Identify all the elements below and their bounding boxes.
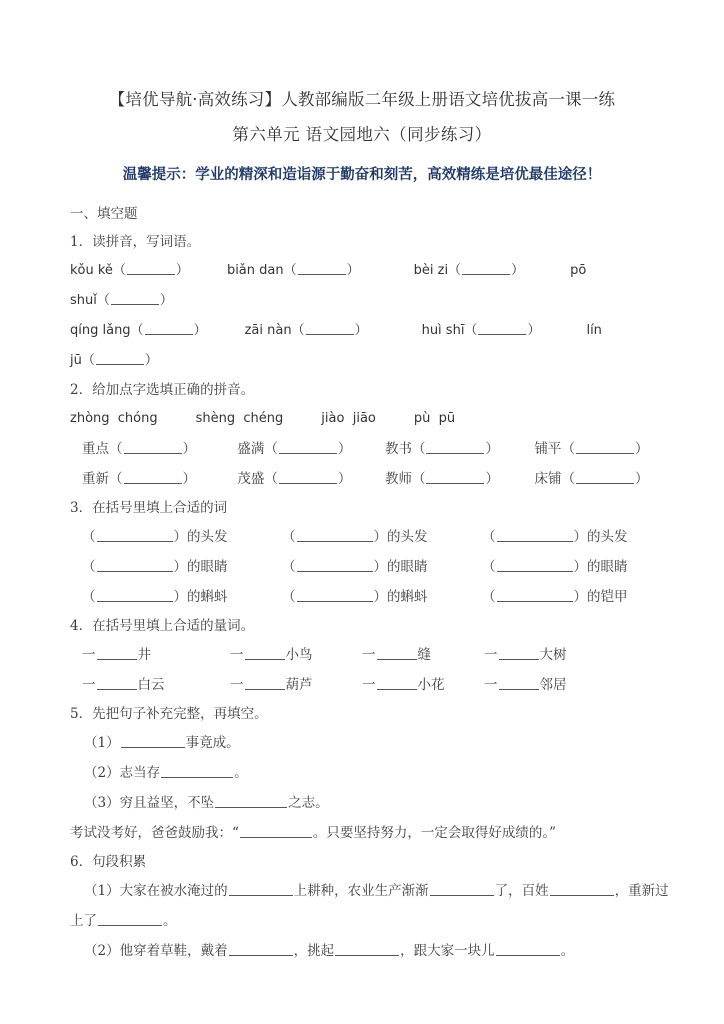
q3-r2-blank-2[interactable] [497, 559, 573, 571]
q1-r1-word-c: bèi zi（ [413, 262, 462, 278]
q2-r2-label-3: 床铺（ [534, 470, 575, 487]
q3-r1-blank-2[interactable] [497, 529, 573, 541]
q3-r1-close-0: ） [173, 528, 187, 545]
q2-choice-5: jiāo [352, 410, 376, 426]
q1-pinyin-row-2 [70, 286, 682, 316]
q2-r1-blank-1[interactable] [279, 441, 337, 453]
question-5-heading: 5．先把句子补充完整，再填空。 [70, 705, 268, 722]
q3-r3-label-2: 的铠甲 [587, 588, 628, 605]
q6-item-2 [70, 936, 682, 966]
q4-r1-label-0: 井 [137, 646, 151, 663]
q5-item-1 [70, 728, 682, 758]
q5-item-2-label: （2） [84, 764, 120, 781]
q2-choice-1: chóng [117, 410, 158, 426]
q1-r1-word-a: kǒu kě（ [70, 262, 126, 278]
q1-r3-word-c: huì shī（ [421, 322, 478, 338]
q2-r2-close-1: ） [337, 470, 352, 487]
q4-r1-label-1: 小鸟 [285, 646, 313, 663]
q5-item-3-blank[interactable] [215, 796, 287, 808]
q5-closing-before: 考试没考好，爸爸鼓励我：“ [70, 824, 239, 841]
q2-choice-6: pù [413, 410, 431, 426]
q4-r1-cell-0 [82, 640, 230, 670]
q5-item-1-label: （1） [84, 734, 120, 751]
question-4-heading: 4．在括号里填上合适的量词。 [70, 617, 255, 634]
q5-item-2-before: 志当存 [119, 764, 161, 781]
q3-r1-open-2: （ [482, 528, 496, 545]
q5-item-3 [70, 788, 682, 818]
q6-item-1-blank-1[interactable] [229, 884, 293, 896]
q5-item-2 [70, 758, 682, 788]
q3-r3-close-0: ） [173, 588, 187, 605]
q2-choice-7: pū [438, 410, 456, 426]
q1-r3-close-a: ） [193, 322, 207, 338]
q1-r1-close-b: ） [346, 262, 360, 278]
q3-r1-close-2: ） [573, 528, 587, 545]
q4-r2-one-1: 一 [230, 676, 244, 693]
q2-r2-label-2: 教师（ [384, 470, 426, 487]
q2-r1-label-0: 重点（ [82, 440, 123, 457]
q1-r1-word-b: biǎn dan（ [226, 262, 297, 278]
q3-r1-open-0: （ [82, 528, 96, 545]
q3-r2-close-1: ） [373, 558, 387, 575]
q2-r1-blank-2[interactable] [426, 441, 484, 453]
q4-r2-one-2: 一 [362, 676, 376, 693]
q6-item-2-p3: ，跟大家一块儿 [400, 942, 495, 959]
q4-r2-one-0: 一 [82, 676, 96, 693]
q3-r1-label-2: 的头发 [587, 528, 628, 545]
q1-r3-blank-a[interactable] [145, 322, 193, 334]
q6-item-2-p1: 他穿着草鞋，戴着 [119, 942, 228, 959]
q3-r2-label-0: 的眼睛 [187, 558, 228, 575]
q6-item-1-continued [70, 906, 682, 936]
q6-item-1-blank-3[interactable] [550, 884, 614, 896]
question-6-heading: 6．句段积累 [70, 853, 147, 870]
q3-r1-cell-0 [82, 522, 282, 552]
title-block [0, 0, 724, 184]
q3-r3-open-0: （ [82, 588, 96, 605]
q2-r2-blank-3[interactable] [576, 471, 634, 483]
q3-r3-cell-0 [82, 582, 282, 612]
q6-item-2-label: （2） [84, 942, 120, 959]
q2-r2-blank-1[interactable] [279, 471, 337, 483]
q5-closing-after: 。只要坚持努力，一定会取得好成绩的。” [312, 824, 557, 841]
q2-r1-label-1: 盛满（ [237, 440, 278, 457]
q2-word-row-2 [70, 464, 682, 494]
q5-item-1-after: 事竟成。 [185, 734, 240, 751]
page-title-line-1: 【培优导航·高效练习】人教部编版二年级上册语文培优拔高一课一练 [108, 90, 616, 109]
q3-r2-open-1: （ [282, 558, 296, 575]
q3-r2-close-0: ） [173, 558, 187, 575]
q2-choice-0: zhòng [70, 410, 110, 426]
page-title-line-2: 第六单元 语文园地六（同步练习） [232, 124, 492, 144]
q3-r3-close-2: ） [573, 588, 587, 605]
q4-r1-cell-1 [230, 640, 362, 670]
q1-r1-blank-b[interactable] [298, 262, 346, 274]
q2-choice-2: shèng [195, 410, 236, 426]
q3-phrase-row-1 [70, 522, 682, 552]
q3-r2-cell-2 [482, 552, 682, 582]
q5-item-3-after: 之志。 [288, 794, 329, 811]
tip-notice: 温馨提示：学业的精深和造诣源于勤奋和刻苦，高效精练是培优最佳途径！ [122, 166, 602, 183]
q6-item-2-blank-1[interactable] [229, 944, 293, 956]
q2-r1-blank-3[interactable] [576, 441, 634, 453]
question-1-heading: 1．读拼音，写词语。 [70, 233, 201, 250]
q6-item-1-p2: 上耕种，农业生产渐渐 [293, 882, 429, 899]
q4-r1-blank-1[interactable] [245, 648, 285, 660]
q6-item-1-p1: 大家在被水淹过的 [119, 882, 228, 899]
q2-r2-close-3: ） [634, 470, 649, 487]
q4-r1-label-2: 缝 [417, 646, 431, 663]
q4-r2-label-0: 白云 [137, 676, 165, 693]
q3-r1-label-0: 的头发 [187, 528, 228, 545]
q6-item-2-blank-2[interactable] [335, 944, 399, 956]
q6-item-1-p4: ，重新过 [614, 882, 669, 899]
q3-r1-open-1: （ [282, 528, 296, 545]
q4-r2-label-1: 葫芦 [285, 676, 313, 693]
worksheet-body [0, 184, 724, 966]
q3-r3-label-0: 的蝌蚪 [187, 588, 228, 605]
q1-r1-close-a: ） [175, 262, 189, 278]
q1-r3-close-c: ） [527, 322, 541, 338]
q3-r2-cell-0 [82, 552, 282, 582]
q3-phrase-row-2 [70, 552, 682, 582]
q5-closing-blank[interactable] [240, 826, 312, 838]
question-3-heading: 3．在括号里填上合适的词 [70, 499, 228, 516]
q4-r1-label-3: 大树 [539, 646, 567, 663]
q3-r2-label-1: 的眼睛 [387, 558, 428, 575]
q2-word-row-1 [70, 434, 682, 464]
q2-r1-close-0: ） [182, 440, 196, 457]
q1-r4-close-a: ） [144, 352, 158, 368]
q4-r2-cell-2 [362, 670, 484, 700]
q3-phrase-row-3 [70, 582, 682, 612]
q1-r2-blank-a[interactable] [111, 292, 159, 304]
q3-r2-close-2: ） [573, 558, 587, 575]
q4-r1-one-2: 一 [362, 646, 376, 663]
q6-item-1-p3: 了，百姓 [494, 882, 549, 899]
q6-item-1-label: （1） [84, 882, 120, 899]
question-2-heading: 2．给加点字选填正确的拼音。 [70, 381, 255, 398]
q3-r3-cell-2 [482, 582, 682, 612]
q4-r2-label-3: 邻居 [539, 676, 567, 693]
q3-r1-blank-0[interactable] [97, 529, 173, 541]
q4-r2-cell-3 [484, 670, 614, 700]
q4-r2-blank-1[interactable] [245, 678, 285, 690]
q6-item-1-p5: 上了 [70, 912, 97, 929]
q6-item-1 [70, 876, 682, 906]
q2-r2-cell-2 [385, 464, 535, 494]
q2-r2-close-0: ） [182, 470, 196, 487]
q2-r1-cell-1 [237, 434, 385, 464]
q2-r2-label-0: 重新（ [82, 470, 123, 487]
q2-choice-4: jiào [321, 410, 345, 426]
q1-r3-word-d: lín [586, 322, 602, 338]
q4-r1-one-0: 一 [82, 646, 96, 663]
q4-r2-cell-0 [82, 670, 230, 700]
q2-r2-label-1: 茂盛（ [237, 470, 278, 487]
q6-item-2-p4: 。 [560, 942, 575, 959]
q6-item-1-blank-2[interactable] [430, 884, 494, 896]
q4-r2-blank-2[interactable] [377, 678, 417, 690]
q3-r2-cell-1 [282, 552, 482, 582]
q2-r1-label-2: 教书（ [384, 440, 426, 457]
q6-item-1-blank-4[interactable] [98, 914, 162, 926]
q5-item-1-blank[interactable] [121, 736, 185, 748]
q1-r2-close-a: ） [159, 292, 173, 308]
q2-r1-close-3: ） [634, 440, 649, 457]
q3-r2-label-2: 的眼睛 [587, 558, 628, 575]
q1-pinyin-row-4 [70, 346, 682, 376]
q4-r2-label-2: 小花 [417, 676, 445, 693]
q2-r1-cell-0 [82, 434, 237, 464]
section-heading-fill-in-blanks: 一、填空题 [70, 205, 138, 222]
q2-r2-blank-2[interactable] [426, 471, 484, 483]
q5-closing-sentence [70, 818, 682, 848]
q1-pinyin-row-3 [70, 316, 682, 346]
q4-r2-blank-0[interactable] [97, 678, 137, 690]
q3-r2-blank-0[interactable] [97, 559, 173, 571]
q1-r3-word-b: zāi nàn（ [244, 322, 305, 338]
q3-r1-cell-1 [282, 522, 482, 552]
q1-r4-word-a: jū（ [70, 352, 95, 368]
q6-item-2-p2: ，挑起 [293, 942, 335, 959]
q2-r1-close-1: ） [337, 440, 352, 457]
q4-r1-one-3: 一 [484, 646, 498, 663]
q3-r1-close-1: ） [373, 528, 387, 545]
q3-r2-open-0: （ [82, 558, 96, 575]
q5-item-3-before: 穷且益坚，不坠 [119, 794, 215, 811]
q3-r3-close-1: ） [373, 588, 387, 605]
q1-pinyin-row-1 [70, 256, 682, 286]
q4-r1-blank-3[interactable] [499, 648, 539, 660]
q4-r1-cell-2 [362, 640, 484, 670]
q1-r3-word-a: qíng lǎng（ [70, 322, 144, 338]
q4-measure-row-2 [70, 670, 682, 700]
q6-item-1-p6: 。 [163, 912, 177, 929]
q2-pinyin-choices [70, 404, 682, 434]
q1-r2-word-a: shuǐ（ [70, 292, 110, 308]
q5-item-3-label: （3） [84, 794, 120, 811]
q2-r2-cell-0 [82, 464, 237, 494]
q4-r2-cell-1 [230, 670, 362, 700]
q2-r1-label-3: 铺平（ [534, 440, 575, 457]
q1-r1-blank-a[interactable] [127, 262, 175, 274]
q5-item-2-blank[interactable] [161, 766, 233, 778]
q3-r3-blank-2[interactable] [497, 589, 573, 601]
q2-r2-cell-3 [534, 464, 682, 494]
q1-r3-blank-b[interactable] [306, 322, 354, 334]
q3-r3-blank-1[interactable] [297, 589, 373, 601]
q2-r1-close-2: ） [485, 440, 499, 457]
q4-r1-blank-0[interactable] [97, 648, 137, 660]
q2-r2-close-2: ） [485, 470, 499, 487]
q1-r4-blank-a[interactable] [96, 352, 144, 364]
q3-r1-label-1: 的头发 [387, 528, 428, 545]
q3-r3-cell-1 [282, 582, 482, 612]
q4-measure-row-1 [70, 640, 682, 670]
q4-r2-one-3: 一 [484, 676, 498, 693]
q2-r1-cell-3 [534, 434, 682, 464]
q3-r3-blank-0[interactable] [97, 589, 173, 601]
q4-r1-one-1: 一 [230, 646, 244, 663]
q2-r1-cell-2 [385, 434, 535, 464]
q2-r2-cell-1 [237, 464, 385, 494]
q3-r2-open-2: （ [482, 558, 496, 575]
q3-r3-open-1: （ [282, 588, 296, 605]
q4-r1-blank-2[interactable] [377, 648, 417, 660]
q3-r1-blank-1[interactable] [297, 529, 373, 541]
q2-choice-3: chéng [243, 410, 284, 426]
q3-r1-cell-2 [482, 522, 682, 552]
q4-r2-blank-3[interactable] [499, 678, 539, 690]
q1-r3-close-b: ） [354, 322, 368, 338]
q3-r2-blank-1[interactable] [297, 559, 373, 571]
q1-r1-blank-c[interactable] [462, 262, 510, 274]
q2-r1-blank-0[interactable] [124, 441, 182, 453]
q2-r2-blank-0[interactable] [124, 471, 182, 483]
q3-r3-open-2: （ [482, 588, 496, 605]
q1-r1-word-d: pō [570, 262, 587, 278]
q3-r3-label-1: 的蝌蚪 [387, 588, 428, 605]
q4-r1-cell-3 [484, 640, 614, 670]
q5-item-2-after: 。 [234, 764, 248, 781]
q6-item-2-blank-3[interactable] [496, 944, 560, 956]
q1-r1-close-c: ） [511, 262, 525, 278]
q1-r3-blank-c[interactable] [478, 322, 526, 334]
